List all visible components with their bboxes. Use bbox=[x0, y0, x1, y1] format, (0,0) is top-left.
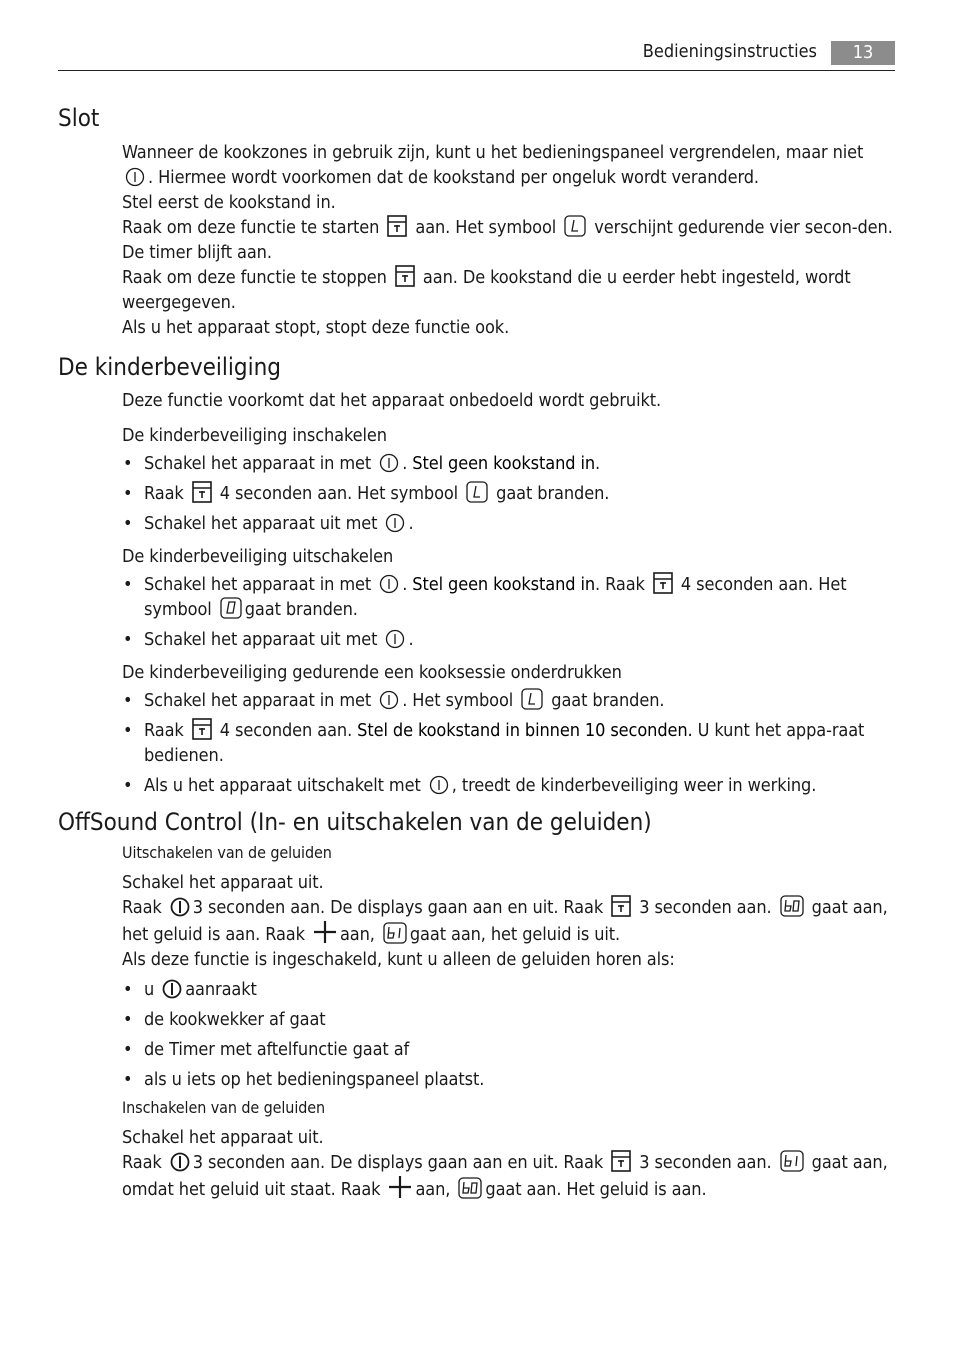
lock-key-icon bbox=[653, 572, 673, 594]
list-item: • Als u het apparaat uitschakelt met , treedt de kinderbeveiliging weer in werking. bbox=[122, 773, 898, 798]
power-icon bbox=[379, 574, 399, 594]
display-b0-icon bbox=[780, 895, 804, 917]
lock-key-icon bbox=[611, 1150, 631, 1172]
list-item: • Raak 4 seconden aan. Het symbool gaat branden. bbox=[122, 481, 898, 506]
lock-key-icon bbox=[611, 895, 631, 917]
kinder-section bbox=[122, 388, 898, 798]
list-onderdrukken bbox=[122, 688, 898, 798]
paragraph: Wanneer de kookzones in gebruik zijn, kunt u het bedieningspaneel vergrendelen, maar niet . Hiermee wordt voorkomen dat de kookstand per ongeluk wordt veranderd. bbox=[122, 142, 864, 188]
power-icon bbox=[379, 690, 399, 710]
power-icon bbox=[385, 629, 405, 649]
power-icon bbox=[125, 167, 145, 187]
header-section-name: Bedieningsinstructies bbox=[642, 41, 817, 62]
display-L-icon bbox=[564, 215, 586, 237]
list-item: • Schakel het apparaat in met . Stel geen kookstand in. bbox=[122, 451, 898, 476]
paragraph: Raak om deze functie te stoppen aan. De kookstand die u eerder hebt ingesteld, wordt weergegeven. bbox=[122, 267, 851, 313]
heading-offsound: OffSound Control (In- en uitschakelen van de geluiden) bbox=[58, 808, 652, 836]
paragraph: Schakel het apparaat uit. bbox=[122, 872, 324, 893]
paragraph: Raak 3 seconden aan. De displays gaan aan en uit. Raak 3 seconden aan. gaat aan, omdat het geluid uit staat. Raak aan, gaat aan. Het geluid is aan. bbox=[122, 1152, 888, 1200]
page-number: 13 bbox=[831, 41, 895, 65]
display-L-icon bbox=[466, 481, 488, 503]
paragraph: Schakel het apparaat uit. bbox=[122, 1127, 324, 1148]
list-uitschakelen bbox=[122, 572, 898, 652]
paragraph: Als u het apparaat stopt, stopt deze functie ook. bbox=[122, 317, 510, 338]
subheading-onderdrukken: De kinderbeveiliging gedurende een kooksessie onderdrukken bbox=[122, 662, 622, 683]
plus-icon bbox=[388, 1175, 412, 1199]
lock-key-icon bbox=[395, 265, 415, 287]
display-b1-icon bbox=[780, 1150, 804, 1172]
list-inschakelen bbox=[122, 451, 898, 536]
subheading-uitschakelen: De kinderbeveiliging uitschakelen bbox=[122, 546, 394, 567]
page-content bbox=[58, 102, 898, 1202]
paragraph: Deze functie voorkomt dat het apparaat onbedoeld wordt gebruikt. bbox=[122, 390, 662, 411]
lock-key-icon bbox=[192, 718, 212, 740]
heading-kinderbeveiliging: De kinderbeveiliging bbox=[58, 353, 282, 381]
display-b1-icon bbox=[383, 922, 407, 944]
lock-key-icon bbox=[387, 215, 407, 237]
paragraph: Raak om deze functie te starten aan. Het symbool verschijnt gedurende vier secon-den. bbox=[122, 217, 893, 238]
display-L-icon bbox=[521, 688, 543, 710]
paragraph: Stel eerst de kookstand in. bbox=[122, 192, 336, 213]
list-geluiden bbox=[122, 977, 898, 1092]
list-item: • als u iets op het bedieningspaneel plaatst. bbox=[122, 1067, 898, 1092]
power-icon bbox=[170, 897, 190, 917]
list-item: • de Timer met aftelfunctie gaat af bbox=[122, 1037, 898, 1062]
lock-key-icon bbox=[192, 481, 212, 503]
paragraph: Als deze functie is ingeschakeld, kunt u alleen de geluiden horen als: bbox=[122, 949, 675, 970]
power-icon bbox=[162, 979, 182, 999]
power-icon bbox=[170, 1152, 190, 1172]
heading-slot: Slot bbox=[58, 104, 100, 132]
list-item: • Schakel het apparaat uit met . bbox=[122, 627, 898, 652]
list-item: • Schakel het apparaat in met . Het symbool gaat branden. bbox=[122, 688, 898, 713]
power-icon bbox=[385, 513, 405, 533]
offsound-section bbox=[122, 842, 898, 1202]
display-b0-icon bbox=[458, 1177, 482, 1199]
list-item: • Schakel het apparaat uit met . bbox=[122, 511, 898, 536]
display-0-icon bbox=[220, 597, 242, 619]
plus-icon bbox=[313, 920, 337, 944]
list-item: • de kookwekker af gaat bbox=[122, 1007, 898, 1032]
slot-section bbox=[122, 140, 898, 340]
subheading-inschakelen-geluiden: Inschakelen van de geluiden bbox=[122, 1098, 326, 1117]
paragraph: De timer blijft aan. bbox=[122, 242, 272, 263]
list-item: • Raak 4 seconden aan. Stel de kookstand in binnen 10 seconden. U kunt het appa-raat bedienen. bbox=[122, 718, 898, 768]
subheading-inschakelen: De kinderbeveiliging inschakelen bbox=[122, 425, 387, 446]
paragraph: Raak 3 seconden aan. De displays gaan aan en uit. Raak 3 seconden aan. gaat aan, het geluid is aan. Raak aan, gaat aan, het geluid is uit. bbox=[122, 897, 888, 945]
list-item: • Schakel het apparaat in met . Stel geen kookstand in. Raak 4 seconden aan. Het symbool gaat branden. bbox=[122, 572, 898, 622]
subheading-uitschakelen-geluiden: Uitschakelen van de geluiden bbox=[122, 843, 332, 862]
power-icon bbox=[379, 453, 399, 473]
power-icon bbox=[429, 775, 449, 795]
list-item: • u aanraakt bbox=[122, 977, 898, 1002]
page-header bbox=[58, 40, 895, 71]
